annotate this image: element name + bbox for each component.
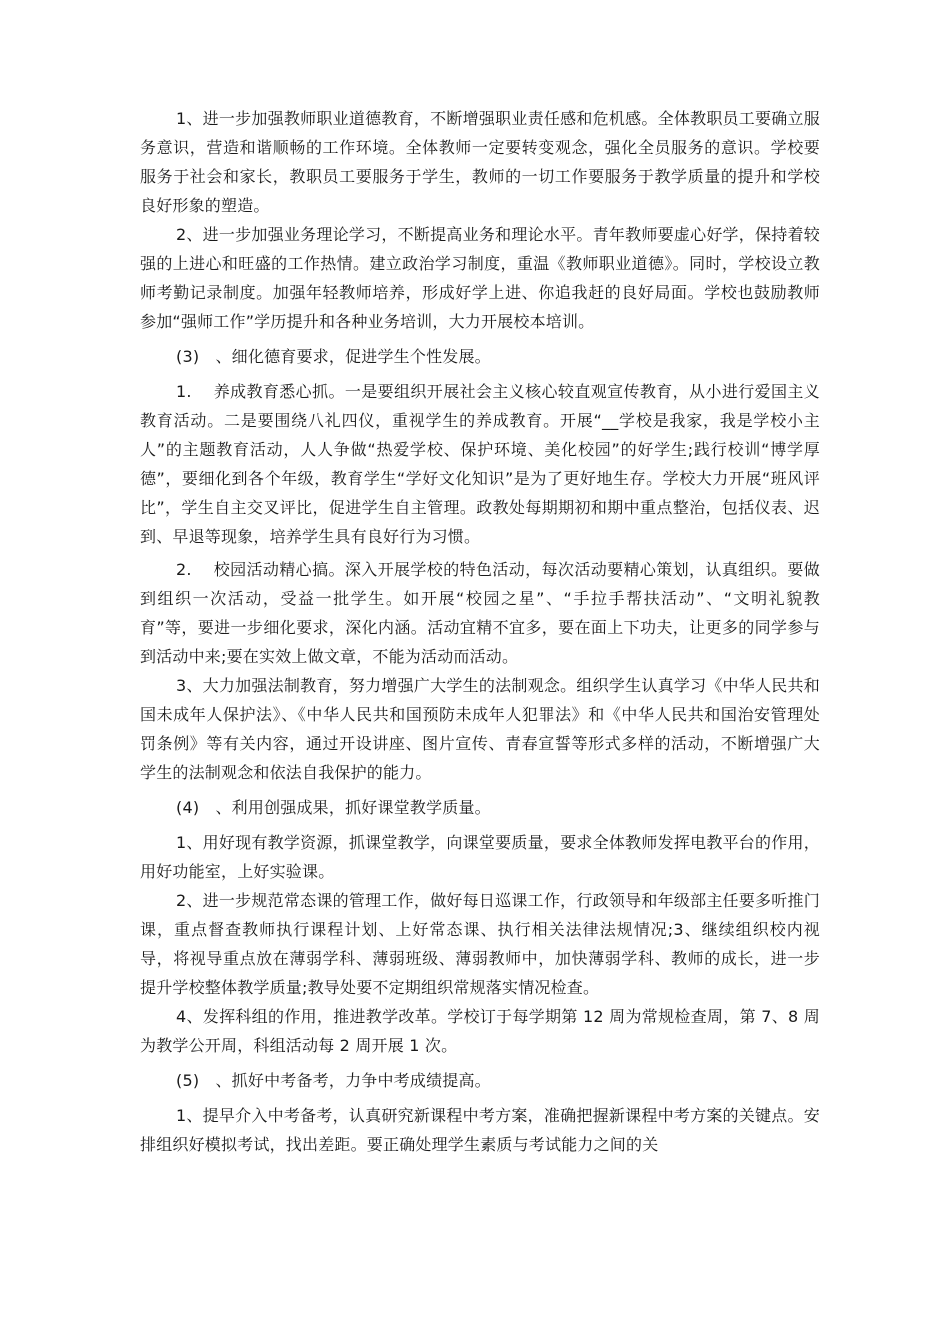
paragraph-habit-education: 1. 养成教育悉心抓。一是要组织开展社会主义核心较直观宣传教育，从小进行爱国主义教育活动。二是要围绕八礼四仪，重视学生的养成教育。开展“__学校是我家，我是学校小主人”的主题教育活动，人人争做“热爱学校、保护环境、美化校园”的好学生;践行校训“博学厚德”，要细化到各个年级，教育学生“学好文化知识”是为了更好地生存。学校大力开展“班风评比”，学生自主交叉评比，促进学生自主管理。政教处每期期初和期中重点整治，包括仪表、迟到、早退等现象，培养学生具有良好行为习惯。 [140, 382, 820, 546]
paragraph-exam-preparation: 1、提早介入中考备考，认真研究新课程中考方案，准确把握新课程中考方案的关键点。安排组织好模拟考试，找出差距。要正确处理学生素质与考试能力之间的关 [140, 1106, 820, 1154]
paragraph-regular-classes: 2、进一步规范常态课的管理工作，做好每日巡课工作，行政领导和年级部主任要多听推门课，重点督查教师执行课程计划、上好常态课、执行相关法律法规情况;3、继续组织校内视导，将视导重点放在薄弱学科、薄弱班级、薄弱教师中，加快薄弱学科、教师的成长，进一步提升学校整体教学质量;教导处要不定期组织常规落实情况检查。 [140, 891, 820, 997]
section-heading-exam-preparation: (5) 、抓好中考备考，力争中考成绩提高。 [176, 1071, 491, 1090]
paragraph-legal-education: 3、大力加强法制教育，努力增强广大学生的法制观念。组织学生认真学习《中华人民共和国未成年人保护法》、《中华人民共和国预防未成年人犯罪法》和《中华人民共和国治安管理处罚条例》等有关内容，通过开设讲座、图片宣传、青春宣誓等形式多样的活动，不断增强广大学生的法制观念和依法自我保护的能力。 [140, 676, 820, 782]
paragraph-subject-groups: 4、发挥科组的作用，推进教学改革。学校订于每学期第 12 周为常规检查周，第 7、8 周为教学公开周，科组活动每 2 周开展 1 次。 [140, 1007, 820, 1055]
paragraph-teacher-ethics: 1、进一步加强教师职业道德教育，不断增强职业责任感和危机感。全体教职员工要确立服务意识，营造和谐顺畅的工作环境。全体教师一定要转变观念，强化全员服务的意识。学校要服务于社会和家长，教职员工要服务于学生，教师的一切工作要服务于教学质量的提升和学校良好形象的塑造。 [140, 109, 820, 215]
paragraph-campus-activities: 2. 校园活动精心搞。深入开展学校的特色活动，每次活动要精心策划，认真组织。要做到组织一次活动，受益一批学生。如开展“校园之星”、“手拉手帮扶活动”、“文明礼貌教育”等，要进一步细化要求，深化内涵。活动宜精不宜多，要在面上下功夫，让更多的同学参与到活动中来;要在实效上做文章，不能为活动而活动。 [140, 560, 820, 666]
paragraph-teaching-resources: 1、用好现有教学资源，抓课堂教学，向课堂要质量，要求全体教师发挥电教平台的作用，用好功能室，上好实验课。 [140, 833, 820, 881]
section-heading-teaching-quality: (4) 、利用创强成果，抓好课堂教学质量。 [176, 798, 491, 817]
section-heading-moral-education: (3) 、细化德育要求，促进学生个性发展。 [176, 347, 491, 366]
paragraph-theory-study: 2、进一步加强业务理论学习，不断提高业务和理论水平。青年教师要虚心好学，保持着较强的上进心和旺盛的工作热情。建立政治学习制度，重温《教师职业道德》。同时，学校设立教师考勤记录制度。加强年轻教师培养，形成好学上进、你追我赶的良好局面。学校也鼓励教师参加“强师工作”学历提升和各种业务培训，大力开展校本培训。 [140, 225, 820, 331]
